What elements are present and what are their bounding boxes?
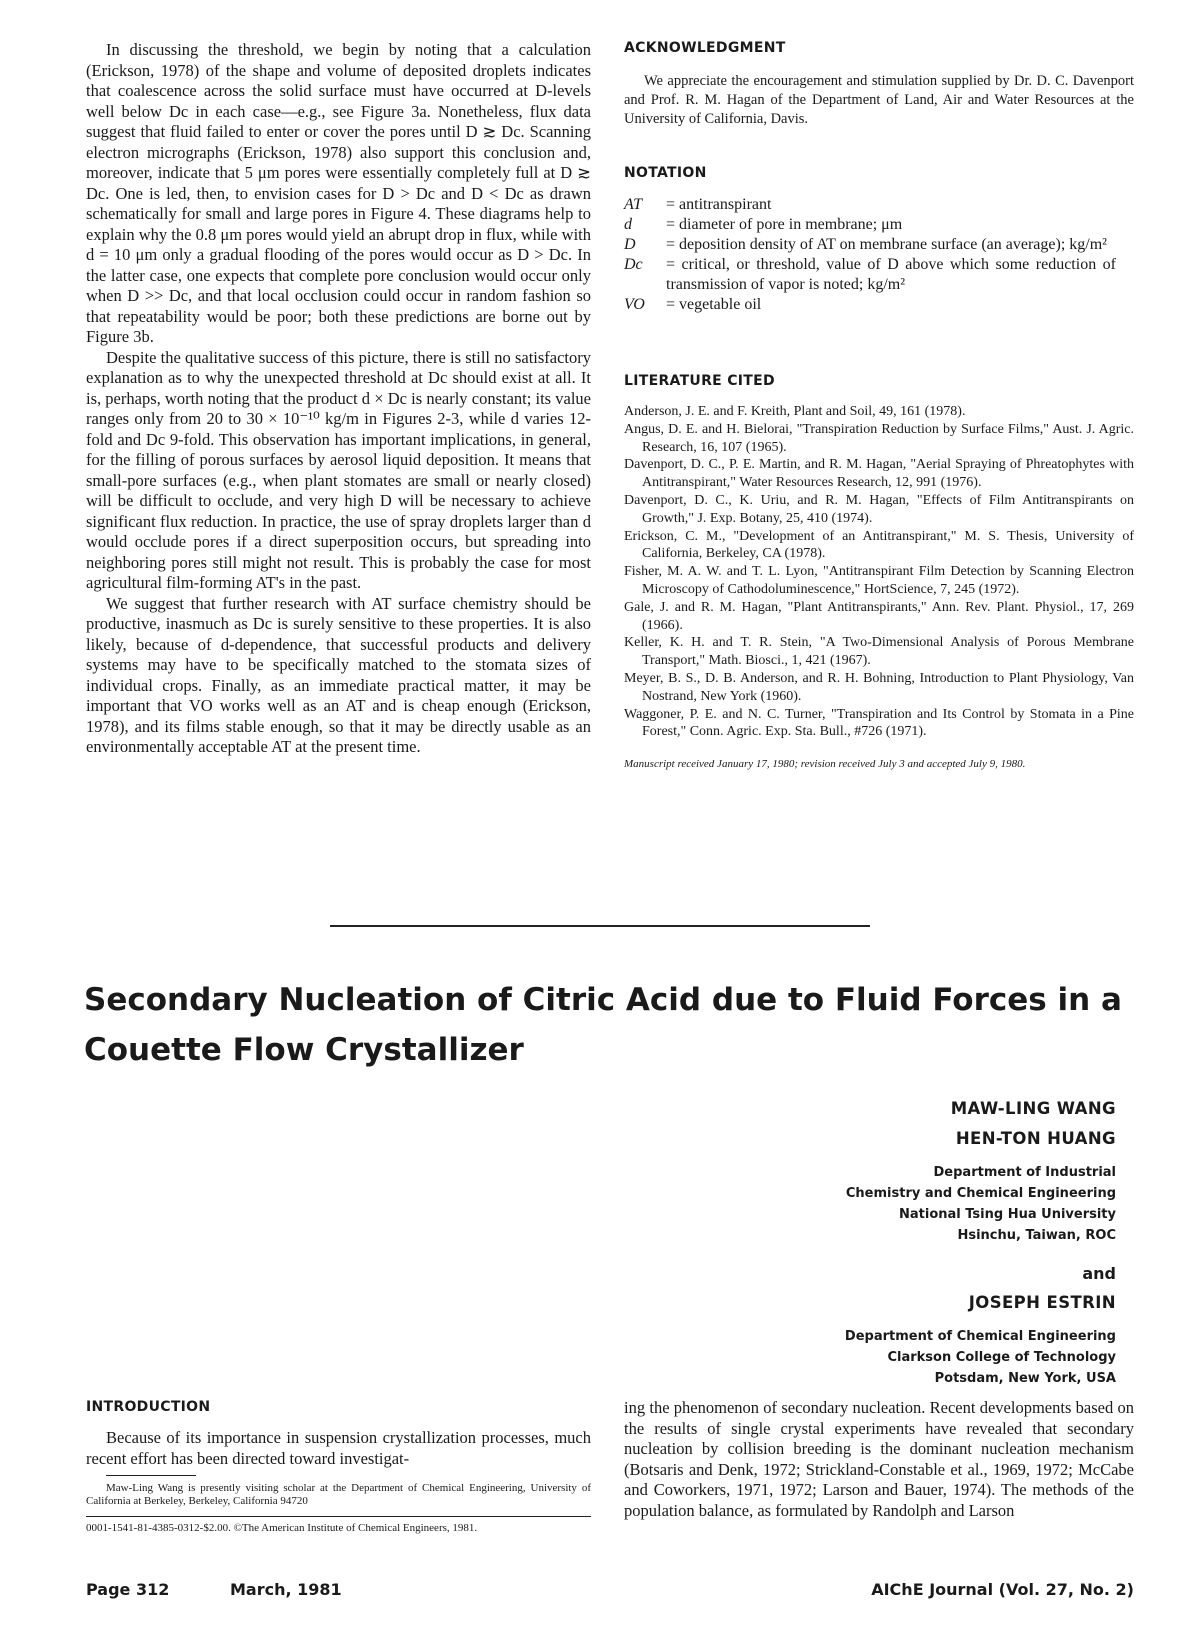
author-block — [516, 1094, 1116, 1389]
notation-definition: = deposition density of AT on membrane surface (an average); kg/m² — [666, 236, 1107, 253]
introduction-text-left: Because of its importance in suspension crystallization processes, much recent effort has been directed toward investigat- — [86, 1428, 591, 1468]
issue-date: March, 1981 — [230, 1580, 342, 1599]
reference-item: Erickson, C. M., "Development of an Antitranspirant," M. S. Thesis, University of California, Berkeley, CA (1978). — [624, 528, 1134, 562]
notation-definition: = critical, or threshold, value of D above which some reduction of transmission of vapor is noted; kg/m² — [666, 256, 1116, 293]
notation-table — [624, 195, 1116, 315]
introduction-text-right: ing the phenomenon of secondary nucleation. Recent developments based on the results of single crystal experiments have revealed that secondary nucleation by collision breeding is the dominant nucleation mechanism (Botsaris and Denk, 1972; Strickland-Constable et al., 1969, 1972; McCabe and Coworkers, 1971, 1972; Larson and Bauer, 1974). The methods of the population balance, as formulated by Randolph and Larson — [624, 1398, 1134, 1520]
notation-row — [624, 235, 1116, 255]
notation-heading: NOTATION — [624, 165, 707, 181]
introduction-heading: INTRODUCTION — [86, 1399, 211, 1415]
notation-symbol: d — [624, 216, 632, 233]
reference-item: Keller, K. H. and T. R. Stein, "A Two-Dimensional Analysis of Porous Membrane Transport," Math. Biosci., 1, 421 (1967). — [624, 635, 1134, 669]
affiliation-line: Hsinchu, Taiwan, ROC — [957, 1228, 1116, 1243]
article-divider — [330, 925, 870, 927]
manuscript-note: Manuscript received January 17, 1980; revision received July 3 and accepted July 9, 1980. — [624, 758, 1026, 771]
introduction-left — [86, 1428, 591, 1535]
left-column — [86, 40, 591, 758]
notation-symbol: Dc — [624, 256, 643, 273]
reference-item: Davenport, D. C., P. E. Martin, and R. M. Hagan, "Aerial Spraying of Phreatophytes with Antitranspirant," Water Resources Research, 12, 991 (1976). — [624, 457, 1134, 491]
notation-definition: = antitranspirant — [666, 196, 772, 213]
article-title: Secondary Nucleation of Citric Acid due to Fluid Forces in a Couette Flow Crystallizer — [84, 982, 1122, 1068]
affiliation-line: Potsdam, New York, USA — [934, 1371, 1116, 1386]
journal-name: AIChE Journal (Vol. 27, No. 2) — [871, 1580, 1134, 1599]
affiliation-line: National Tsing Hua University — [899, 1207, 1116, 1222]
footnote-divider — [106, 1475, 196, 1476]
author-name: JOSEPH ESTRIN — [968, 1293, 1116, 1312]
notation-row — [624, 195, 1116, 215]
acknowledgment-text: We appreciate the encouragement and stimulation supplied by Dr. D. C. Davenport and Prof. R. M. Hagan of the Department of Land, Air and Water Resources at the University of California, Davis. — [624, 73, 1134, 127]
reference-list — [624, 403, 1134, 741]
reference-item: Anderson, J. E. and F. Kreith, Plant and Soil, 49, 161 (1978). — [624, 404, 966, 419]
affiliation-line: Chemistry and Chemical Engineering — [845, 1186, 1116, 1201]
notation-row — [624, 295, 1116, 315]
introduction-right — [624, 1398, 1134, 1521]
literature-heading: LITERATURE CITED — [624, 373, 775, 389]
author-footnote: Maw-Ling Wang is presently visiting scholar at the Department of Chemical Engineering, University of California at Berkeley, Berkeley, California 94720 — [86, 1482, 591, 1507]
reference-item: Meyer, B. S., D. B. Anderson, and R. H. Bohning, Introduction to Plant Physiology, Van Nostrand, New York (1960). — [624, 670, 1134, 704]
discussion-paragraph-2: Despite the qualitative success of this picture, there is still no satisfactory explanation as to why the unexpected threshold at Dc should exist at all. It is, perhaps, worth noting that the product d × Dc is nearly constant; its value ranges only from 20 to 30 × 10⁻¹⁰ kg/m in Figures 2-3, while d varies 12-fold and Dc 9-fold. This observation has important implications, in general, for the filling of porous surfaces by aerosol liquid deposition. It means that small-pore surfaces (e.g., when plant stomates are small or nearly closed) will be difficult to occlude, and very high D will be necessary to achieve significant flux reduction. In practice, the use of spray droplets larger than d would occlude pores if a direct superposition occurs, but spreading into neighboring pores still might not result. This is probably the case for most agricultural film-forming AT's in the past. — [86, 347, 591, 592]
page-number: Page 312 — [86, 1580, 170, 1599]
notation-definition: = diameter of pore in membrane; μm — [666, 216, 903, 233]
affiliation-line: Department of Chemical Engineering — [844, 1329, 1116, 1344]
copyright-divider — [86, 1516, 591, 1517]
author-name: MAW-LING WANG — [950, 1099, 1116, 1118]
affiliation-line: Clarkson College of Technology — [887, 1350, 1116, 1365]
notation-row — [624, 215, 1116, 235]
discussion-paragraph-3: We suggest that further research with AT surface chemistry should be productive, inasmuch as Dc is surely sensitive to these properties. It is also likely, because of d-dependence, that successful products and delivery systems may have to be specifically matched to the stomata sizes of individual crops. Finally, as an immediate practical matter, it may be important that VO works well as an AT and is cheap enough (Erickson, 1978), and its films stable enough, so that it may be directly usable as an environmentally acceptable AT at the present time. — [86, 593, 591, 756]
reference-item: Fisher, M. A. W. and T. L. Lyon, "Antitranspirant Film Detection by Scanning Electron Microscopy of Cathodoluminescence," HortScience, 7, 245 (1972). — [624, 564, 1134, 597]
reference-item: Waggoner, P. E. and N. C. Turner, "Transpiration and Its Control by Stomata in a Pine Forest," Conn. Agric. Exp. Sta. Bull., #726 (1971). — [624, 706, 1134, 740]
notation-symbol: VO — [624, 296, 645, 313]
notation-definition: = vegetable oil — [666, 296, 762, 313]
copyright-line: 0001-1541-81-4385-0312-$2.00. ©The American Institute of Chemical Engineers, 1981. — [86, 1522, 478, 1534]
and-separator: and — [1082, 1264, 1116, 1283]
right-column — [624, 40, 1134, 771]
acknowledgment-heading: ACKNOWLEDGMENT — [624, 40, 786, 56]
reference-item: Angus, D. E. and H. Bielorai, "Transpiration Reduction by Surface Films," Aust. J. Agric. Research, 16, 107 (1965). — [624, 421, 1134, 455]
page-footer — [86, 1580, 1134, 1604]
discussion-paragraph-1: In discussing the threshold, we begin by noting that a calculation (Erickson, 1978) of the shape and volume of deposited droplets indicates that coalescence across the solid surface must have occurred at D-levels well below Dc in each case—e.g., see Figure 3a. Nonetheless, flux data suggest that fluid failed to enter or cover the pores until D ≳ Dc. Scanning electron micrographs (Erickson, 1978) also support this conclusion and, moreover, indicate that 5 μm pores were essentially completely full at D ≳ Dc. One is led, then, to envision cases for D > Dc and D < Dc as drawn schematically for small and large pores in Figure 4. These diagrams help to explain why the 0.8 μm pores would yield an abrupt drop in flux, while with d = 10 μm only a gradual flooding of the pores would occur as D > Dc. In the latter case, one expects that complete pore conclusion would occur only when D >> Dc, and that local occlusion could occur in random fashion so that repeatability would be poor; both these predictions are borne out by Figure 3b. — [86, 40, 591, 346]
notation-row — [624, 255, 1116, 295]
reference-item: Davenport, D. C., K. Uriu, and R. M. Hagan, "Effects of Film Antitranspirants on Growth," J. Exp. Botany, 25, 410 (1974). — [624, 492, 1134, 526]
notation-symbol: D — [624, 236, 636, 253]
reference-item: Gale, J. and R. M. Hagan, "Plant Antitranspirants," Ann. Rev. Plant. Physiol., 17, 269 (1966). — [624, 599, 1134, 633]
notation-symbol: AT — [624, 196, 643, 213]
affiliation-line: Department of Industrial — [933, 1165, 1116, 1180]
author-name: HEN-TON HUANG — [955, 1129, 1116, 1148]
